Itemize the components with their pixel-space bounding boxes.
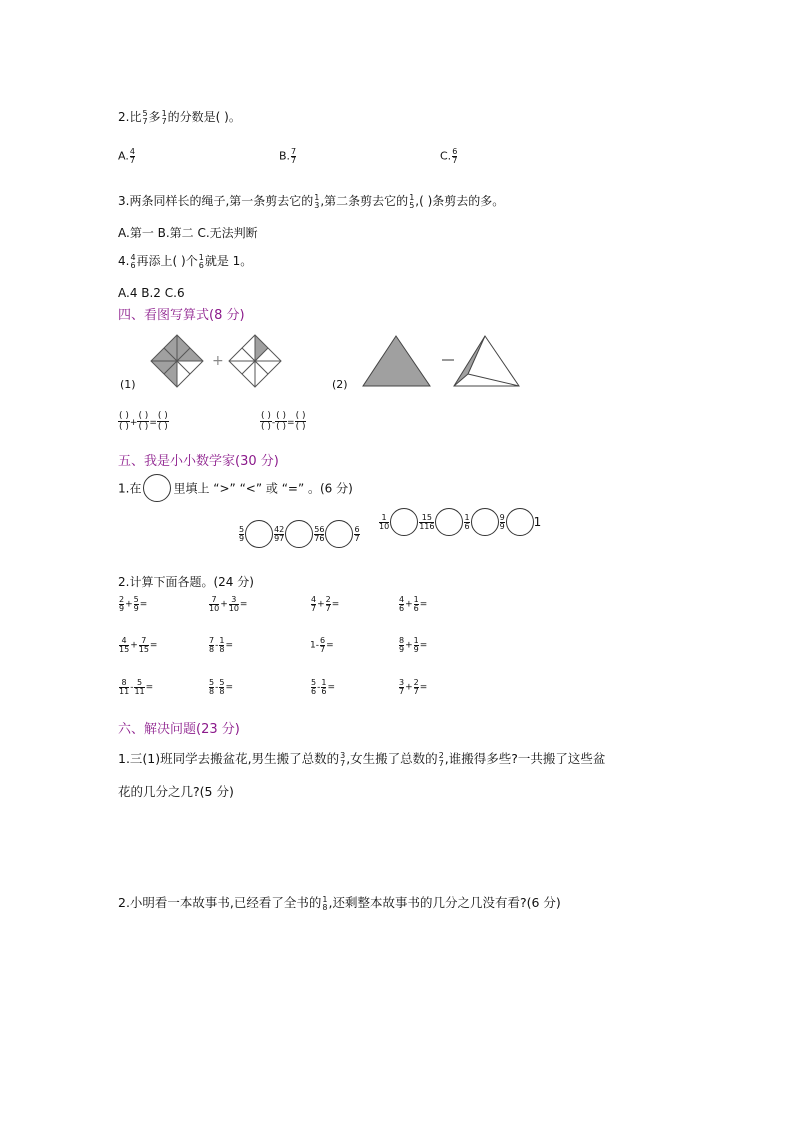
question-4: 4. 4 6 再添上( )个 1 6 就是 1。 — [118, 252, 253, 270]
calc-item: $\frac{5}{6}$ - $\frac{1}{6}$ = — [311, 678, 335, 696]
option-a: A. $\frac{4}{7}$ — [118, 147, 135, 165]
fraction: $\frac{2}{9}$ — [119, 595, 125, 613]
question-4-options: A.4 B.2 C.6 — [118, 286, 185, 300]
calc-item: $\frac{8}{11}$ - $\frac{5}{11}$ = — [119, 678, 154, 696]
fraction: $\frac{5}{9}$ — [133, 595, 139, 613]
fraction: $\frac{4}{6}$ — [399, 595, 405, 613]
circle-icon — [143, 474, 171, 502]
fraction: 5 7 — [142, 108, 148, 126]
diamond-figure-a — [151, 335, 203, 387]
fraction: $\frac{3}{10}$ — [228, 595, 239, 613]
question-2: 2.比 5 7 多 1 7 的分数是( )。 — [118, 108, 241, 126]
compare-circle — [285, 520, 313, 548]
section-5-title: 五、我是小小数学家(30 分) — [118, 454, 279, 469]
fraction: $\frac{7}{15}$ — [138, 636, 149, 654]
compare-circle — [471, 508, 499, 536]
calc-item: $\frac{2}{9}$ + $\frac{5}{9}$ = — [119, 595, 148, 613]
fraction: $\frac{8}{11}$ — [119, 678, 130, 696]
fraction: $\frac{1}{8}$ — [219, 636, 225, 654]
calc-item: 1- $\frac{6}{7}$ = — [310, 636, 334, 654]
section-5-q1: 1.在 里填上 “>” “<” 或 “=” 。(6 分) — [118, 474, 353, 502]
option-c: C. $\frac{6}{7}$ — [440, 147, 458, 165]
equation-1: ( ) ( ) + ( ) ( ) = ( ) ( ) — [119, 411, 168, 432]
compare-row: $\frac{5}{9}$ $\frac{42}{97}$ $\frac{56}{76}$ $\frac{6}{7}$ — [238, 520, 361, 548]
fraction: $\frac{5}{8}$ — [219, 678, 225, 696]
fraction: $\frac{2}{7}$ — [413, 678, 419, 696]
fraction: $\frac{7}{10}$ — [209, 595, 220, 613]
section-6-q2: 2.小明看一本故事书,已经看了全书的 1 8 ,还剩整本故事书的几分之几没有看?(6 分) — [118, 894, 561, 912]
fraction: $\frac{7}{8}$ — [209, 636, 215, 654]
diamond-figure-b — [229, 335, 281, 387]
fraction: $\frac{6}{7}$ — [319, 636, 326, 654]
calc-item: $\frac{7}{8}$ - $\frac{1}{8}$ = — [209, 636, 233, 654]
triangle-divided — [454, 336, 519, 386]
fraction: $\frac{4}{7}$ — [311, 595, 317, 613]
plus-sign: + — [212, 353, 224, 369]
section-5-q2: 2.计算下面各题。(24 分) — [118, 575, 254, 589]
compare-circle — [435, 508, 463, 536]
question-3: 3.两条同样长的绳子,第一条剪去它的 1 3 ,第二条剪去它的 1 5 ,( )条剪去的多。 — [118, 192, 505, 210]
fraction: $\frac{5}{8}$ — [209, 678, 215, 696]
option-b: B. $\frac{7}{7}$ — [279, 147, 297, 165]
question-3-options: A.第一 B.第二 C.无法判断 — [118, 226, 258, 240]
fraction: 1 7 — [161, 108, 167, 126]
compare-circle — [390, 508, 418, 536]
section-4-title: 四、看图写算式(8 分) — [118, 308, 245, 323]
compare-circle — [245, 520, 273, 548]
calc-item: $\frac{4}{15}$ + $\frac{7}{15}$ = — [119, 636, 158, 654]
fraction: $\frac{1}{6}$ — [321, 678, 327, 696]
calc-item: $\frac{7}{10}$ + $\frac{3}{10}$ = — [209, 595, 248, 613]
fraction: $\frac{2}{7}$ — [325, 595, 331, 613]
calc-item: $\frac{4}{7}$ + $\frac{2}{7}$ = — [311, 595, 340, 613]
calc-item: $\frac{5}{8}$ - $\frac{5}{8}$ = — [209, 678, 233, 696]
triangle-shaded — [363, 336, 430, 386]
compare-circle — [506, 508, 534, 536]
equation-2: ( ) ( ) - ( ) ( ) = ( ) ( ) — [261, 411, 306, 432]
compare-circle — [325, 520, 353, 548]
fraction: $\frac{5}{6}$ — [311, 678, 317, 696]
calc-item: $\frac{8}{9}$ + $\frac{1}{9}$ = — [399, 636, 428, 654]
figure-2-label: (2) — [332, 378, 348, 391]
compare-row-2: $\frac{1}{10}$ $\frac{15}{116}$ $\frac{1}{6}$ $\frac{9}{9}$ 1 — [378, 508, 541, 536]
fraction: $\frac{5}{11}$ — [134, 678, 145, 696]
fraction: $\frac{4}{15}$ — [119, 636, 130, 654]
section-6-q1-line2: 花的几分之几?(5 分) — [118, 784, 234, 799]
fraction: $\frac{3}{7}$ — [399, 678, 405, 696]
figure-2 — [362, 334, 524, 388]
calc-item: $\frac{4}{6}$ + $\frac{1}{6}$ = — [399, 595, 428, 613]
fraction: $\frac{1}{9}$ — [413, 636, 419, 654]
section-6-title: 六、解决问题(23 分) — [118, 722, 240, 737]
figure-1-label: (1) — [120, 378, 136, 391]
calc-item: $\frac{3}{7}$ + $\frac{2}{7}$ = — [399, 678, 428, 696]
fraction: $\frac{8}{9}$ — [399, 636, 405, 654]
fraction: $\frac{1}{6}$ — [413, 595, 419, 613]
section-6-q1: 1.三(1)班同学去搬盆花,男生搬了总数的 3 7 ,女生搬了总数的 2 7 ,谁搬得多些?一共搬了这些盆 — [118, 750, 606, 768]
figure-1 — [150, 333, 285, 391]
